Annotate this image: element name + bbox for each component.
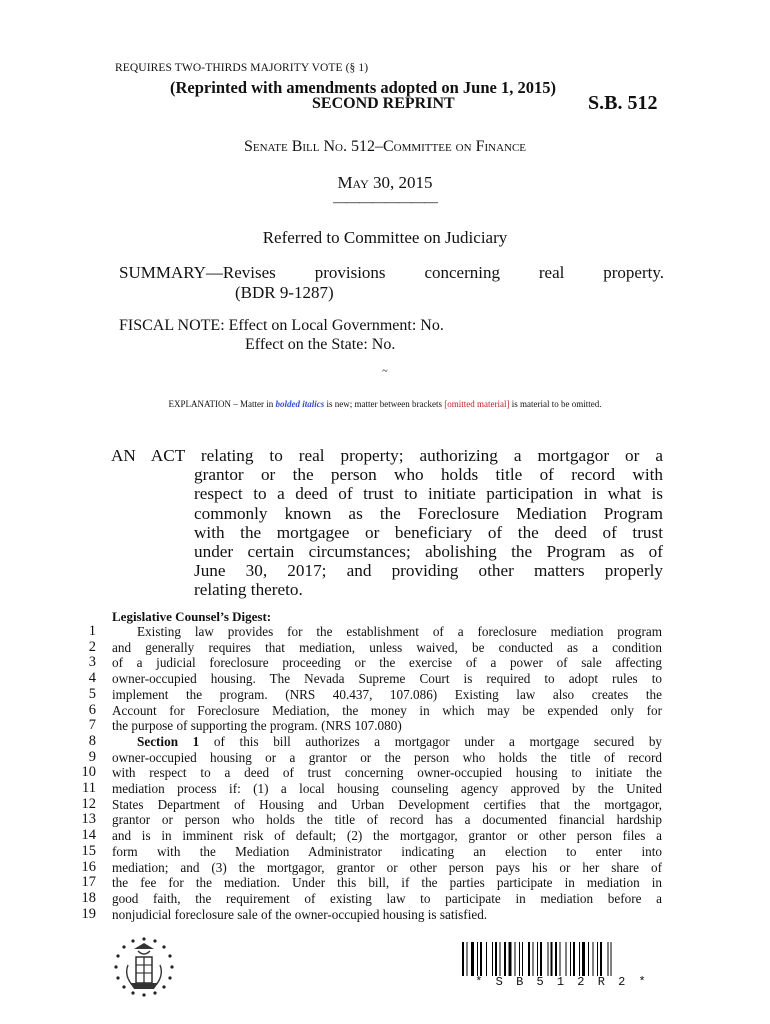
line-number: 15: [81, 842, 96, 859]
line-number: 4: [88, 670, 96, 687]
line-number: 2: [88, 638, 96, 655]
line-numbers: [72, 624, 96, 922]
explanation-pre: EXPLANATION – Matter in: [168, 399, 276, 409]
line-number: 17: [81, 874, 96, 891]
digest-line: owner-occupied housing. The Nevada Supreme Court is required to adopt rules to: [112, 671, 662, 687]
digest-line: of a judicial foreclosure proceeding or the exercise of a power of sale affecting: [112, 655, 662, 671]
line-number: 7: [88, 717, 96, 734]
explanation-post: is material to be omitted.: [509, 399, 602, 409]
digest-line: implement the program. (NRS 40.437, 107.086) Existing law also creates the: [112, 686, 662, 702]
referral-text: Referred to Committee on Judiciary: [262, 228, 508, 247]
line-number: 13: [81, 811, 96, 828]
digest-line: mediation; and (3) the mortgagor, grantor or other person pays his or her share of: [112, 859, 662, 875]
line-number: 1: [88, 623, 96, 639]
explanation-bolded-italics: bolded italics: [275, 399, 325, 409]
digest-body: [112, 624, 662, 922]
digest-line: good faith, the requirement of existing law to participate in mediation before a: [112, 890, 662, 906]
bill-number: S.B. 512: [588, 92, 658, 114]
tilde-separator: ~: [382, 366, 388, 377]
state-seal-icon: [112, 935, 176, 999]
line-number: 12: [81, 795, 96, 812]
digest-line: mediation process if: (1) a local housing counseling agency approved by the United: [112, 781, 662, 797]
bill-date: May 30, 2015: [337, 173, 433, 192]
act-line: AN ACT relating to real property; authorizing a mortgagor or a: [111, 446, 663, 465]
line-number: 5: [88, 685, 96, 702]
line-number: 19: [81, 905, 96, 922]
digest-line: the purpose of supporting the program. (NRS 107.080): [112, 718, 402, 734]
bdr-number: (BDR 9-1287): [235, 283, 334, 302]
reprint-notice: (Reprinted with amendments adopted on June 1, 2015): [170, 78, 556, 97]
two-thirds-vote-notice: REQUIRES TWO-THIRDS MAJORITY VOTE (§ 1): [115, 62, 369, 74]
summary-line: SUMMARY—Revises provisions concerning real property.: [119, 263, 664, 282]
act-line: under certain circumstances; abolishing the Program as of: [194, 542, 663, 562]
line-number: 18: [81, 889, 96, 906]
explanation-omitted: [omitted material]: [444, 399, 510, 409]
act-line: June 30, 2017; and providing other matters properly: [194, 561, 663, 581]
line-number: 6: [88, 701, 96, 718]
second-reprint-label: SECOND REPRINT: [312, 95, 455, 112]
digest-line: States Department of Housing and Urban Development certifies that the mortgagor,: [112, 796, 662, 812]
digest-line: nonjudicial foreclosure sale of the owner-occupied housing is satisfied.: [112, 906, 488, 922]
senate-bill-title: Senate Bill No. 512–Committee on Finance: [243, 138, 527, 155]
section-label: Section 1: [137, 733, 200, 749]
explanation-mid: is new; matter between brackets: [324, 399, 445, 409]
digest-line: the fee for the mediation. Under this bill, if the parties participate in mediation in: [112, 875, 662, 891]
fiscal-note-local: FISCAL NOTE: Effect on Local Government: No.: [119, 317, 444, 334]
act-title: [111, 446, 663, 600]
line-number: 11: [82, 780, 96, 797]
digest-title: Legislative Counsel’s Digest:: [112, 609, 272, 624]
line-number: 8: [88, 732, 96, 749]
act-line: commonly known as the Foreclosure Mediation Program: [194, 503, 663, 523]
digest-line-section: [112, 734, 662, 750]
section-text: of this bill authorizes a mortgagor under a mortgage secured by: [213, 733, 663, 749]
digest-line: form with the Mediation Administrator indicating an election to enter into: [112, 843, 662, 859]
act-line: with the mortgagee or beneficiary of the deed of trust: [194, 522, 663, 542]
digest-line: Account for Foreclosure Mediation, the money in which may be expended only for: [112, 702, 662, 718]
fiscal-note-state: Effect on the State: No.: [245, 336, 396, 353]
act-line: relating thereto.: [194, 580, 303, 600]
act-line: grantor or the person who holds title of record with: [194, 465, 663, 485]
line-number: 9: [88, 748, 96, 765]
bill-barcode: [462, 942, 662, 976]
explanation-note: [0, 399, 770, 409]
digest-line: with respect to a deed of trust concerning owner-occupied housing to initiate the: [112, 765, 662, 781]
line-number: 10: [81, 764, 96, 781]
barcode-text: * S B 5 1 2 R 2 *: [475, 975, 649, 989]
digest-line: and is in imminent risk of default; (2) the mortgagor, grantor or other person files a: [112, 828, 662, 844]
act-line: respect to a deed of trust to initiate participation in what is: [194, 484, 663, 504]
digest-line: and generally requires that mediation, unless waived, be conducted as a condition: [112, 639, 662, 655]
digest-line: owner-occupied housing or a grantor or the person who holds the title of record: [112, 749, 662, 765]
divider-rule: ————————: [333, 195, 437, 210]
digest-line: grantor or person who holds the title of record has a documented financial hardship: [112, 812, 662, 828]
line-number: 14: [81, 827, 96, 844]
digest-line: Existing law provides for the establishment of a foreclosure mediation program: [137, 624, 662, 639]
line-number: 16: [81, 858, 96, 875]
line-number: 3: [88, 654, 96, 671]
